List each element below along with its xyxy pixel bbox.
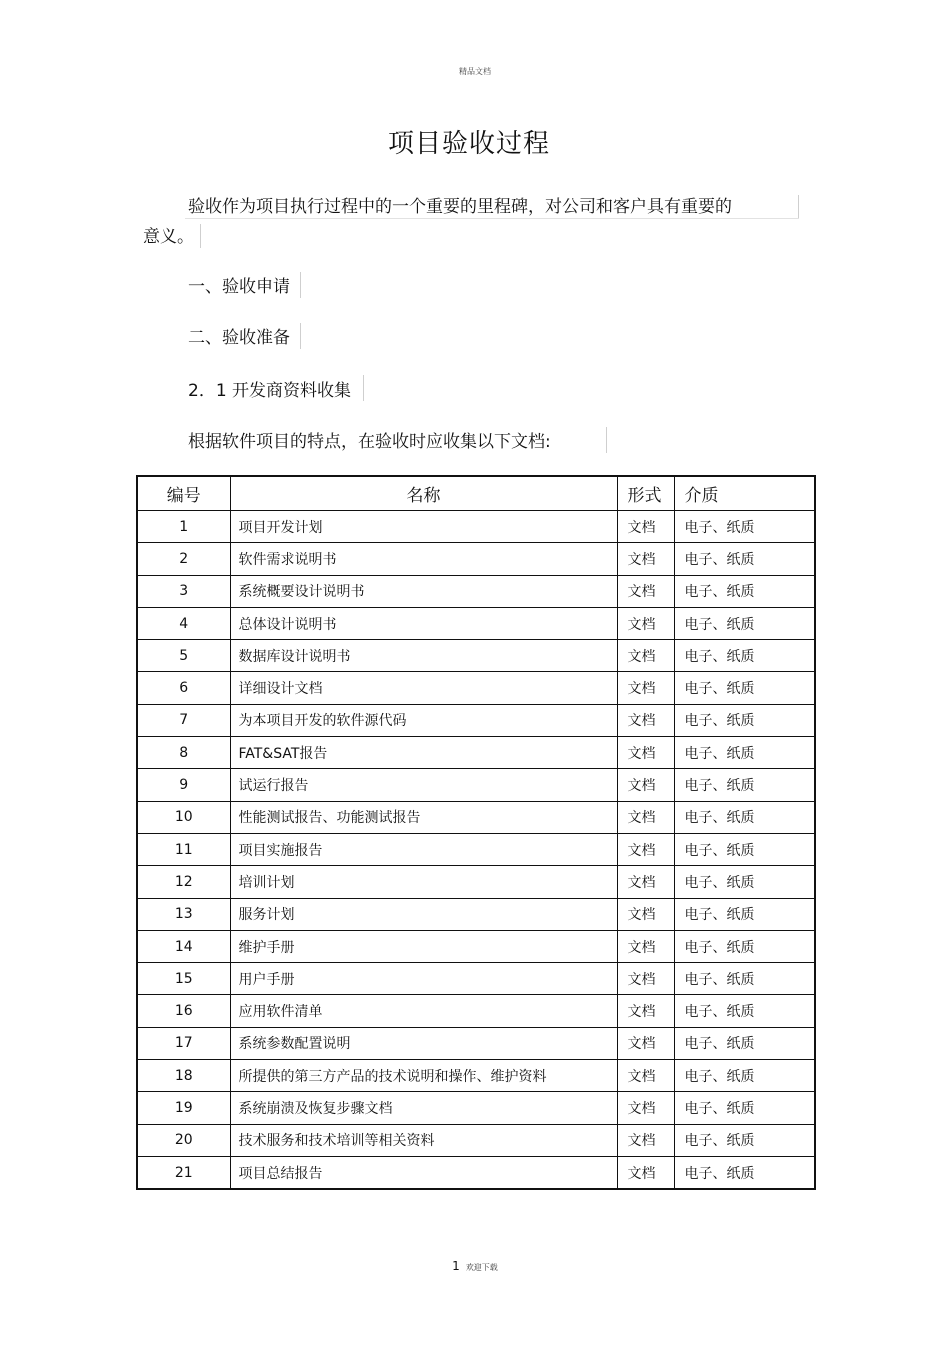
row-form-cell: 文档 [617, 543, 674, 575]
row-name-cell: 试运行报告 [230, 769, 617, 801]
section-heading-prepare: 二、验收准备 [188, 328, 290, 348]
row-form-cell: 文档 [617, 1092, 674, 1124]
row-name-cell: 所提供的第三方产品的技术说明和操作、维护资料 [230, 1060, 617, 1092]
row-number-cell: 12 [137, 866, 230, 898]
row-name-cell: 系统参数配置说明 [230, 1027, 617, 1059]
row-form-cell: 文档 [617, 801, 674, 833]
table-row [137, 1124, 815, 1156]
row-form-cell: 文档 [617, 769, 674, 801]
table-row [137, 607, 815, 639]
text-cursor-mark [363, 375, 364, 401]
row-media-cell: 电子、纸质 [674, 1156, 815, 1189]
column-header-number: 编号 [137, 476, 230, 511]
row-number-cell: 19 [137, 1092, 230, 1124]
intro-paragraph-line2: 意义。 [143, 227, 194, 247]
row-number-cell: 11 [137, 833, 230, 865]
row-form-cell: 文档 [617, 1156, 674, 1189]
row-number-cell: 21 [137, 1156, 230, 1189]
row-media-cell: 电子、纸质 [674, 930, 815, 962]
table-row [137, 995, 815, 1027]
row-number-cell: 13 [137, 898, 230, 930]
row-name-cell: 项目实施报告 [230, 833, 617, 865]
row-media-cell: 电子、纸质 [674, 543, 815, 575]
underline-mark [185, 218, 799, 219]
row-form-cell: 文档 [617, 866, 674, 898]
table-row [137, 1156, 815, 1189]
row-form-cell: 文档 [617, 511, 674, 543]
table-row [137, 1092, 815, 1124]
row-media-cell: 电子、纸质 [674, 1027, 815, 1059]
row-media-cell: 电子、纸质 [674, 1060, 815, 1092]
row-name-cell: FAT&SAT报告 [230, 737, 617, 769]
table-row [137, 575, 815, 607]
row-name-cell: 项目开发计划 [230, 511, 617, 543]
intro-paragraph-line1: 验收作为项目执行过程中的一个重要的里程碑，对公司和客户具有重要的 [188, 197, 732, 217]
row-media-cell: 电子、纸质 [674, 737, 815, 769]
table-row [137, 930, 815, 962]
table-row [137, 1060, 815, 1092]
table-row [137, 769, 815, 801]
row-media-cell: 电子、纸质 [674, 607, 815, 639]
row-media-cell: 电子、纸质 [674, 1092, 815, 1124]
row-form-cell: 文档 [617, 898, 674, 930]
row-form-cell: 文档 [617, 640, 674, 672]
lead-paragraph: 根据软件项目的特点，在验收时应收集以下文档: [188, 432, 551, 452]
column-header-media: 介质 [674, 476, 815, 511]
row-media-cell: 电子、纸质 [674, 833, 815, 865]
row-number-cell: 16 [137, 995, 230, 1027]
row-number-cell: 20 [137, 1124, 230, 1156]
row-media-cell: 电子、纸质 [674, 995, 815, 1027]
row-name-cell: 项目总结报告 [230, 1156, 617, 1189]
row-name-cell: 系统概要设计说明书 [230, 575, 617, 607]
row-media-cell: 电子、纸质 [674, 898, 815, 930]
table-row [137, 511, 815, 543]
row-media-cell: 电子、纸质 [674, 866, 815, 898]
row-number-cell: 5 [137, 640, 230, 672]
row-media-cell: 电子、纸质 [674, 672, 815, 704]
row-form-cell: 文档 [617, 833, 674, 865]
row-form-cell: 文档 [617, 1027, 674, 1059]
row-name-cell: 软件需求说明书 [230, 543, 617, 575]
row-number-cell: 15 [137, 963, 230, 995]
section-heading-apply: 一、验收申请 [188, 277, 290, 297]
table-row [137, 833, 815, 865]
table-row [137, 704, 815, 736]
row-form-cell: 文档 [617, 737, 674, 769]
row-number-cell: 6 [137, 672, 230, 704]
row-media-cell: 电子、纸质 [674, 801, 815, 833]
row-number-cell: 3 [137, 575, 230, 607]
document-list-table [136, 475, 816, 1190]
row-media-cell: 电子、纸质 [674, 511, 815, 543]
row-name-cell: 性能测试报告、功能测试报告 [230, 801, 617, 833]
row-number-cell: 1 [137, 511, 230, 543]
row-number-cell: 7 [137, 704, 230, 736]
row-number-cell: 4 [137, 607, 230, 639]
column-header-form: 形式 [617, 476, 674, 511]
row-name-cell: 服务计划 [230, 898, 617, 930]
row-name-cell: 维护手册 [230, 930, 617, 962]
row-form-cell: 文档 [617, 963, 674, 995]
row-number-cell: 8 [137, 737, 230, 769]
row-name-cell: 为本项目开发的软件源代码 [230, 704, 617, 736]
row-name-cell: 详细设计文档 [230, 672, 617, 704]
page-footer [0, 1259, 950, 1273]
table-row [137, 898, 815, 930]
row-number-cell: 17 [137, 1027, 230, 1059]
row-number-cell: 14 [137, 930, 230, 962]
row-name-cell: 系统崩溃及恢复步骤文档 [230, 1092, 617, 1124]
row-media-cell: 电子、纸质 [674, 769, 815, 801]
row-form-cell: 文档 [617, 607, 674, 639]
row-name-cell: 培训计划 [230, 866, 617, 898]
column-header-name: 名称 [230, 476, 617, 511]
row-number-cell: 9 [137, 769, 230, 801]
row-number-cell: 18 [137, 1060, 230, 1092]
table-row [137, 543, 815, 575]
table-row [137, 640, 815, 672]
footer-note: 欢迎下载 [465, 1263, 498, 1272]
header-watermark: 精品文档 [459, 67, 491, 76]
row-number-cell: 2 [137, 543, 230, 575]
row-name-cell: 用户手册 [230, 963, 617, 995]
row-form-cell: 文档 [617, 1124, 674, 1156]
row-media-cell: 电子、纸质 [674, 704, 815, 736]
table-row [137, 866, 815, 898]
row-form-cell: 文档 [617, 575, 674, 607]
row-media-cell: 电子、纸质 [674, 1124, 815, 1156]
text-cursor-mark [606, 427, 607, 453]
row-form-cell: 文档 [617, 704, 674, 736]
row-name-cell: 技术服务和技术培训等相关资料 [230, 1124, 617, 1156]
page-number: 1 [452, 1259, 460, 1273]
table-row [137, 801, 815, 833]
row-form-cell: 文档 [617, 1060, 674, 1092]
table-row [137, 1027, 815, 1059]
table-row [137, 963, 815, 995]
document-title: 项目验收过程 [387, 129, 550, 159]
row-form-cell: 文档 [617, 672, 674, 704]
text-cursor-mark [300, 272, 301, 298]
row-number-cell: 10 [137, 801, 230, 833]
text-cursor-mark [300, 323, 301, 349]
row-form-cell: 文档 [617, 995, 674, 1027]
text-cursor-mark [798, 195, 799, 219]
table-header-row [137, 476, 815, 511]
table-row [137, 737, 815, 769]
row-media-cell: 电子、纸质 [674, 640, 815, 672]
row-name-cell: 应用软件清单 [230, 995, 617, 1027]
row-name-cell: 总体设计说明书 [230, 607, 617, 639]
row-media-cell: 电子、纸质 [674, 963, 815, 995]
subsection-heading: 2．1 开发商资料收集 [188, 381, 352, 401]
row-media-cell: 电子、纸质 [674, 575, 815, 607]
row-form-cell: 文档 [617, 930, 674, 962]
table-row [137, 672, 815, 704]
text-cursor-mark [200, 224, 201, 248]
row-name-cell: 数据库设计说明书 [230, 640, 617, 672]
